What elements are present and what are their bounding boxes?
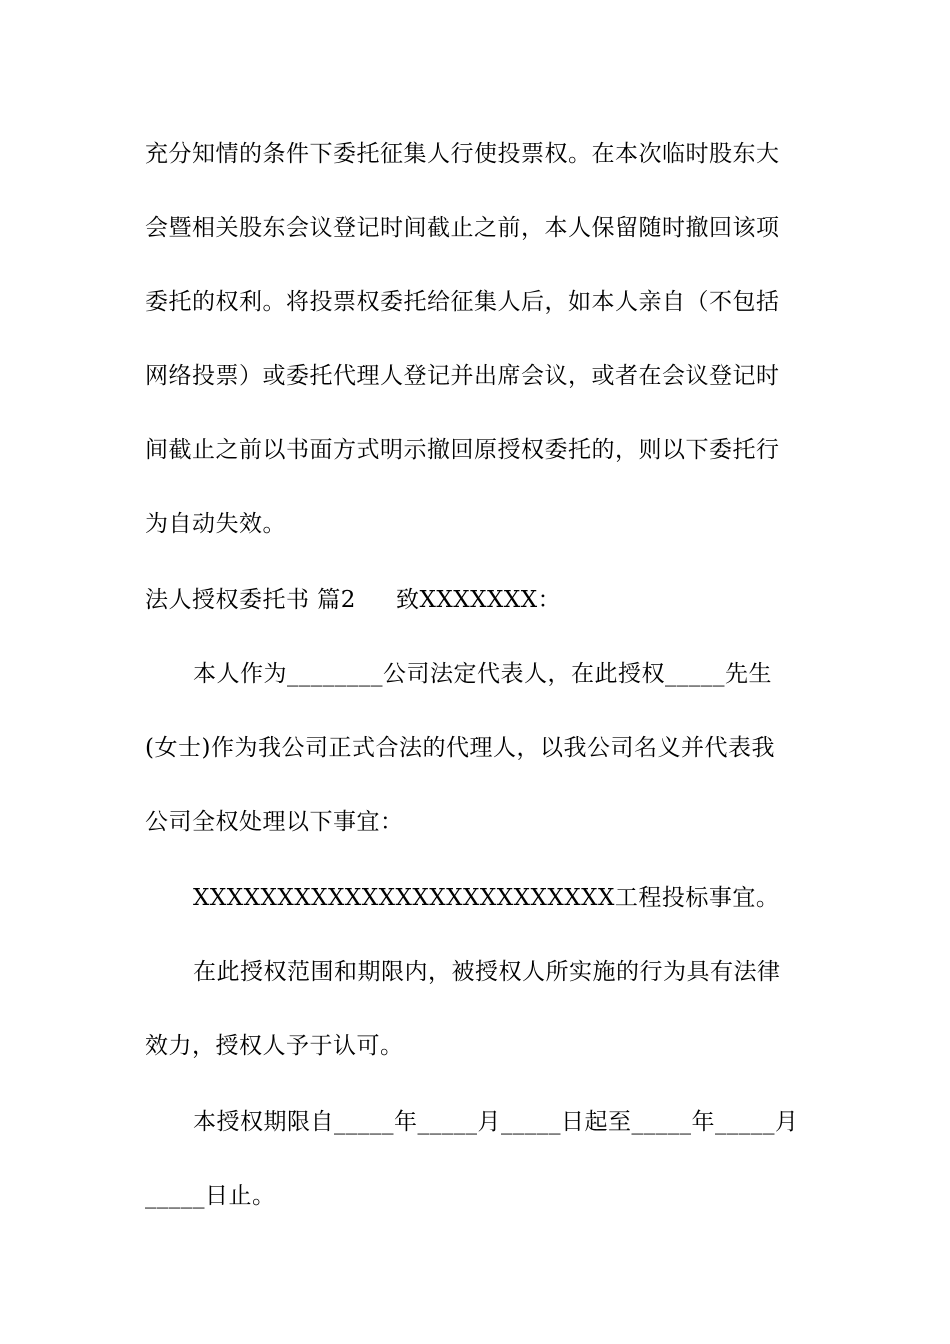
paragraph-line: 充分知情的条件下委托征集人行使投票权。在本次临时股东大 (145, 141, 780, 167)
paragraph-line: 为自动失效。 (145, 511, 286, 537)
heading-addressee: 致XXXXXXX： (395, 587, 562, 613)
paragraph-line: 效力，授权人予于认可。 (145, 1033, 404, 1059)
paragraph-line: 间截止之前以书面方式明示撤回原授权委托的，则以下委托行 (145, 437, 780, 463)
paragraph-line: _____日止。 (145, 1183, 276, 1209)
section-heading (145, 580, 845, 620)
paragraph-line: 会暨相关股东会议登记时间截止之前，本人保留随时撤回该项 (145, 215, 780, 241)
paragraph-line: (女士)作为我公司正式合法的代理人，以我公司名义并代表我 (145, 735, 775, 761)
paragraph-line: 公司全权处理以下事宜： (145, 809, 404, 835)
heading-title: 法人授权委托书 篇2 (145, 587, 356, 613)
paragraph-line: 本授权期限自_____年_____月_____日起至_____年_____月 (193, 1109, 799, 1135)
paragraph-line: 网络投票）或委托代理人登记并出席会议，或者在会议登记时 (145, 363, 780, 389)
paragraph-line: 本人作为________公司法定代表人，在此授权_____先生 (193, 661, 772, 687)
paragraph-line: XXXXXXXXXXXXXXXXXXXXXXXXX工程投标事宜。 (193, 885, 780, 911)
paragraph-line: 委托的权利。将投票权委托给征集人后，如本人亲自（不包括 (145, 289, 780, 315)
paragraph-line: 在此授权范围和期限内，被授权人所实施的行为具有法律 (193, 959, 781, 985)
